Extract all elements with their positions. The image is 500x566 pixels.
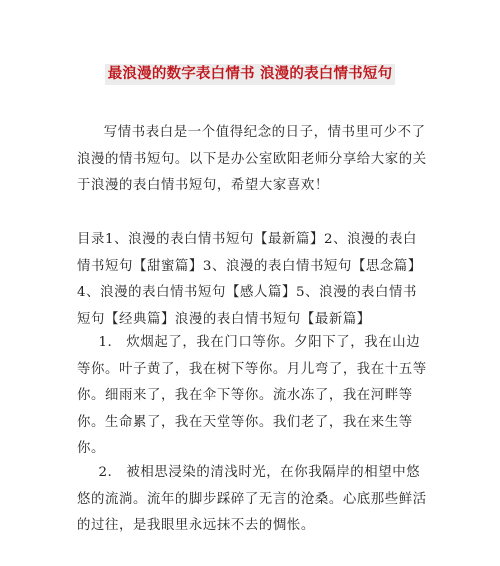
list-item: 2. 被相思浸染的清浅时光，在你我隔岸的相望中悠悠的流淌。流年的脚步踩碎了无言的沧桑。心底那些鲜活的过往，是我眼里永远抹不去的惆怅。 [77,465,427,533]
table-of-contents: 目录1、浪漫的表白情书短句【最新篇】2、浪漫的表白情书短句【甜蜜篇】3、浪漫的表白情书短句【思念篇】4、浪漫的表白情书短句【感人篇】5、浪漫的表白情书短句【经典篇】浪漫的表白情书短句【最新篇】 [77,232,422,327]
list-item: 1. 炊烟起了，我在门口等你。夕阳下了，我在山边等你。叶子黄了，我在树下等你。月儿弯了，我在十五等你。细雨来了，我在伞下等你。流水冻了，我在河畔等你。生命累了，我在天堂等你。我们老了，我在来生等你。 [77,335,427,456]
document-title: 最浪漫的数字表白情书 浪漫的表白情书短句 [105,64,396,85]
intro-paragraph: 写情书表白是一个值得纪念的日子，情书里可少不了浪漫的情书短句。以下是办公室欧阳老师分享给大家的关于浪漫的表白情书短句，希望大家喜欢！ [77,125,427,193]
title-container [0,63,500,85]
